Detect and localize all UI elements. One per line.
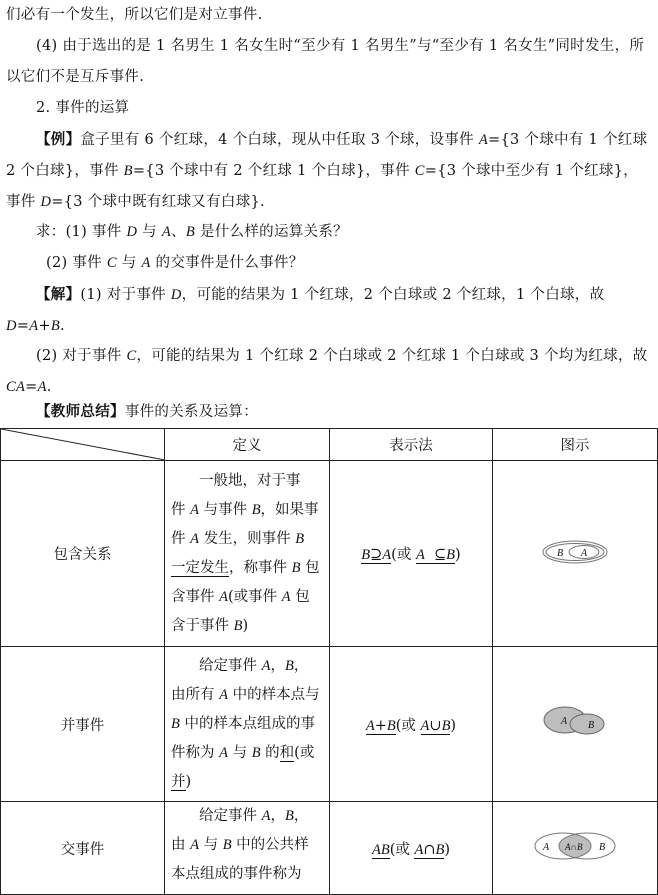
row-notation-inclusion: B⊇A(或 A ⊆B) (330, 461, 493, 647)
summary-line (6, 396, 652, 428)
venn-label-a: A (581, 547, 588, 559)
table-row (1, 647, 658, 802)
venn-label-a: A (543, 842, 550, 853)
header-notation: 表示法 (330, 429, 493, 461)
relations-table (0, 428, 658, 895)
solution-2: (2) 对于事件 C，可能的结果为 1 个红球 2 个白球或 2 个红球 1 个白球或 3 个均为红球，故 CA=A. (6, 348, 648, 395)
row-diagram-union (493, 647, 658, 802)
question-1: 求：(1) 事件 D 与 A、B 是什么样的运算关系？ (36, 224, 348, 240)
header-definition: 定义 (165, 429, 330, 461)
venn-label-a: A (561, 716, 568, 727)
row-name-inclusion: 包含关系 (1, 461, 165, 647)
row-definition-intersection: 给定事件 A，B， 由 A 与 B 中的公共样本点组成的事件称为 (165, 802, 330, 895)
row-diagram-inclusion (493, 461, 658, 647)
header-diagram: 图示 (493, 429, 658, 461)
union-venn-diagram (525, 702, 625, 742)
solution-1: 【解】(1) 对于事件 D，可能的结果为 1 个红球，2 个白球或 2 个红球，1 个白球，故 D=A+B. (6, 286, 605, 334)
section-heading: 2. 事件的运算 (36, 100, 130, 116)
row-definition-union: 给定事件 A，B， 由所有 A 中的样本点与 B 中的样本点组成的事件称为 A 与 B 的和(或并) (165, 647, 330, 802)
table-row (1, 802, 658, 895)
summary-tag: 【教师总结】 (36, 403, 125, 420)
row-definition-inclusion: 一般地，对于事 件 A 与事件 B，如果事件 A 发生，则事件 B 一定发生，称事件 B 包含事件 A(或事件 A 包含于事件 B) (165, 461, 330, 647)
inclusion-venn-diagram (525, 535, 625, 569)
paragraph-2: (4) 由于选出的是 1 名男生 1 名女生时“至少有 1 名男生”与“至少有 1 名女生”同时发生，所以它们不是互斥事件. (6, 38, 645, 85)
paragraph-1: 们必有一个发生，所以它们是对立事件. (6, 7, 263, 23)
table-header-row (1, 429, 658, 461)
row-name-union: 并事件 (1, 647, 165, 802)
table-row (1, 461, 658, 647)
diagonal-header-cell (1, 429, 165, 461)
row-name-intersection: 交事件 (1, 802, 165, 895)
intersection-venn-diagram (525, 829, 625, 863)
example-tag: 【例】 (36, 131, 81, 148)
diagonal-line (1, 429, 165, 460)
row-notation-intersection: AB(或 A∩B) (330, 802, 493, 895)
row-notation-union: A+B(或 A∪B) (330, 647, 493, 802)
example-paragraph: 【例】盒子里有 6 个红球，4 个白球，现从中任取 3 个球，设事件 A={3 个球中有 1 个红球 2 个白球}，事件 B={3 个球中有 2 个红球 1 个白球}，事件 C={3 个球中至少有 1 个红球}，事件 D={3 个球中既有红球又有白球}. (6, 131, 648, 210)
venn-label-b: B (599, 842, 606, 853)
question-2: (2) 事件 C 与 A 的交事件是什么事件？ (46, 255, 304, 271)
venn-label-intersection: A∩B (565, 842, 583, 852)
venn-label-b: B (588, 720, 595, 731)
venn-label-b: B (557, 547, 564, 559)
solution-tag: 【解】 (36, 286, 81, 303)
row-diagram-intersection (493, 802, 658, 895)
summary-text: 事件的关系及运算： (124, 404, 259, 420)
